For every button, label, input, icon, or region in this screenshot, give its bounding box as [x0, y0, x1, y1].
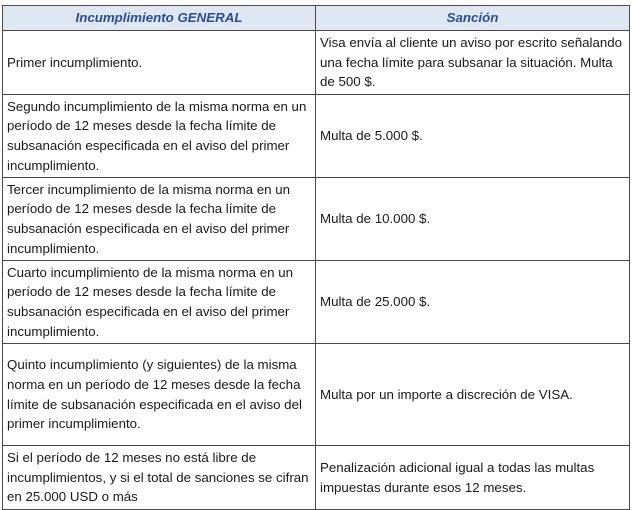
sanctions-document	[2, 5, 629, 510]
sanction-cell: Visa envía al cliente un aviso por escrito señalando una fecha límite para subsanar la situación. Multa de 500 $.	[316, 31, 630, 95]
table-row	[3, 261, 630, 344]
violation-cell: Quinto incumplimiento (y siguientes) de la misma norma en un período de 12 meses desde la fecha límite de subsanación especificada en el aviso del primer incumplimiento.	[3, 344, 316, 446]
sanctions-table	[2, 5, 630, 510]
violation-cell: Primer incumplimiento.	[3, 31, 316, 95]
violation-cell: Cuarto incumplimiento de la misma norma en un período de 12 meses desde la fecha límite de subsanación especificada en el aviso del primer incumplimiento.	[3, 261, 316, 344]
table-body	[3, 31, 630, 510]
violation-cell: Segundo incumplimiento de la misma norma en un período de 12 meses desde la fecha límite de subsanación especificada en el aviso del primer incumplimiento.	[3, 95, 316, 178]
table-row	[3, 31, 630, 95]
sanction-cell: Multa de 25.000 $.	[316, 261, 630, 344]
table-row	[3, 344, 630, 446]
header-row	[3, 6, 630, 31]
sanction-cell: Multa de 5.000 $.	[316, 95, 630, 178]
header-violation: Incumplimiento GENERAL	[3, 6, 316, 31]
table-row	[3, 178, 630, 261]
sanction-cell: Multa de 10.000 $.	[316, 178, 630, 261]
table-row	[3, 95, 630, 178]
sanction-cell: Penalización adicional igual a todas las multas impuestas durante esos 12 meses.	[316, 446, 630, 510]
violation-cell: Tercer incumplimiento de la misma norma en un período de 12 meses desde la fecha límite de subsanación especificada en el aviso del primer incumplimiento.	[3, 178, 316, 261]
table-row	[3, 446, 630, 510]
violation-cell: Si el período de 12 meses no está libre de incumplimientos, y si el total de sanciones se cifran en 25.000 USD o más	[3, 446, 316, 510]
sanction-cell: Multa por un importe a discreción de VISA.	[316, 344, 630, 446]
header-sanction: Sanción	[316, 6, 630, 31]
table-header	[3, 6, 630, 31]
